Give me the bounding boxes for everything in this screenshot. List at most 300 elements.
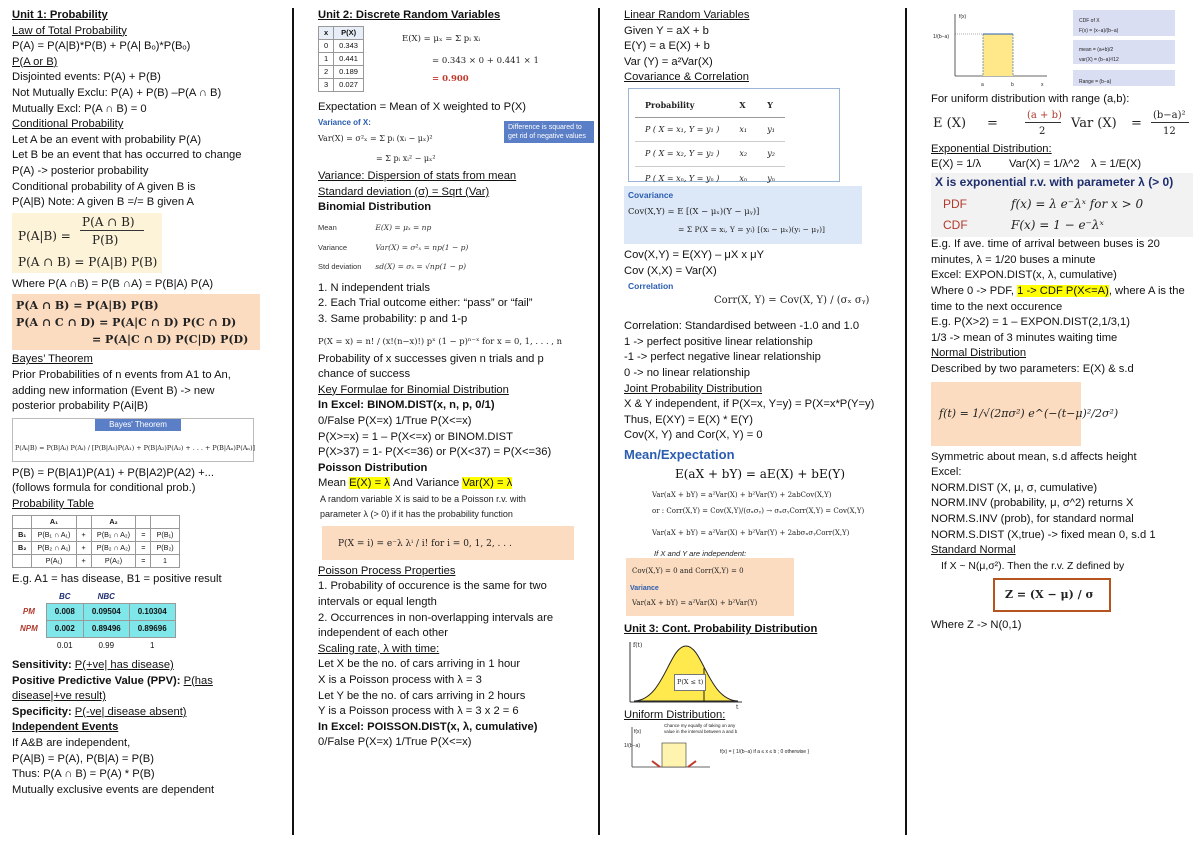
probability-table bbox=[12, 515, 180, 568]
unit-3-title: Unit 3: Cont. Probability Distribution bbox=[624, 622, 818, 635]
mean-var-box-line-2: var(X) = (b−a)²/12 bbox=[1079, 57, 1119, 63]
table-header-cell: A₁ bbox=[32, 516, 76, 529]
correlation-title: Correlation bbox=[628, 281, 674, 292]
text-line: adding new information (Event B) -> new bbox=[12, 384, 215, 397]
chain-rule-line-1: P(A ∩ B) = P(A|B) P(B) bbox=[16, 299, 159, 313]
pdf-formula: f(x) = λ e⁻λˣ for x > 0 bbox=[1011, 197, 1144, 212]
correlation-box bbox=[624, 279, 886, 319]
variance-note-callout: Difference is squared to get rid of negative values bbox=[504, 121, 594, 143]
term: P(A|B) = P(A), P(B|A) = P(B) bbox=[12, 752, 154, 765]
binomial-summary-table bbox=[318, 218, 482, 277]
text-line: 1. N independent trials bbox=[318, 281, 430, 294]
table-cell: 0.89696 bbox=[129, 621, 175, 638]
text-line: 0/False P(X=x) 1/True P(X<=x) bbox=[318, 736, 472, 749]
cond-formula-numerator: P(A ∩ B) bbox=[82, 214, 135, 229]
uniform-pdf: f(x) = { 1/(b−a) if a ≤ x ≤ b ; 0 otherwise } bbox=[720, 749, 810, 756]
table-header-cell: Probability bbox=[635, 95, 729, 117]
poisson-var-prefix: And Variance bbox=[389, 477, 463, 490]
table-cell: x₂ bbox=[729, 142, 757, 167]
table-row bbox=[13, 555, 180, 568]
text-line: Law of Total Probability bbox=[12, 24, 127, 37]
z-distribution-line: Where Z -> N(0,1) bbox=[931, 619, 1022, 632]
ex-lhs: E (X) bbox=[933, 115, 967, 131]
text-line: P(X>=x) = 1 – P(X<=x) or BINOM.DIST bbox=[318, 430, 513, 443]
arrow-left bbox=[652, 761, 660, 767]
text-line: Probability of x successes given n trials and p bbox=[318, 352, 544, 365]
table-row bbox=[319, 78, 364, 91]
text-line: Prior Probabilities of n events from A1 to An, bbox=[12, 368, 231, 381]
column-unit-3 bbox=[931, 8, 1193, 634]
binomial-pmf bbox=[318, 328, 598, 352]
poisson-mean-highlight: E(X) = λ bbox=[349, 477, 390, 490]
table-row bbox=[318, 238, 482, 258]
text-line: 3. Same probability: p and 1-p bbox=[318, 312, 468, 325]
text-line bbox=[12, 752, 284, 768]
text-line: P(B) = P(B|A1)P(A1) + P(B|A2)P(A2) +... bbox=[12, 466, 214, 479]
text-line: NORM.INV (probability, μ, σ^2) returns X bbox=[931, 497, 1134, 510]
table-cell: P(A₁) bbox=[32, 555, 76, 568]
poisson-definition-box bbox=[318, 492, 598, 564]
text-line: Key Formulae for Binomial Distribution bbox=[318, 383, 509, 396]
where-cdf-suffix: , where A is the bbox=[1108, 284, 1185, 297]
table-cell: P(B₁) bbox=[151, 529, 179, 542]
table-cell: 3 bbox=[319, 78, 334, 91]
linear-random-variables bbox=[624, 8, 896, 86]
joint-table-box bbox=[628, 88, 840, 182]
text-line: 1 -> perfect positive linear relationship bbox=[624, 335, 813, 348]
table-cell: xₙ bbox=[729, 166, 757, 191]
table-cell: 0.10304 bbox=[129, 604, 175, 621]
expectation-line: Expectation = Mean of X weighted to P(X) bbox=[318, 100, 527, 113]
ex-fraction-bar bbox=[1025, 122, 1061, 123]
text-line: Conditional Probability bbox=[12, 118, 124, 131]
table-row bbox=[318, 218, 482, 238]
poisson-def-line-1: A random variable X is said to be a Poisson r.v. with bbox=[320, 493, 526, 504]
table-cell: 1 bbox=[151, 555, 179, 568]
var-lhs: Var (X) bbox=[1071, 115, 1117, 131]
table-cell: P(B₁ ∩ A₁) bbox=[32, 529, 76, 542]
table-cell bbox=[13, 555, 32, 568]
mean-expectation-formula: E(aX + bY) = aE(X) + bE(Y) bbox=[674, 466, 846, 481]
table-row bbox=[13, 529, 180, 542]
table-cell: 0.89496 bbox=[83, 621, 129, 638]
column-divider-1 bbox=[292, 8, 294, 835]
text-line: P(A) -> posterior probability bbox=[12, 164, 149, 177]
text-line: Let X be the no. of cars arriving in 1 hour bbox=[318, 658, 521, 671]
table-cell: 0 bbox=[319, 39, 334, 52]
column-unit-2-continued bbox=[624, 8, 896, 771]
exp-variance: Var(X) = 1/λ^2 bbox=[1009, 158, 1080, 171]
standard-normal-definition: If X ~ N(μ,σ²). Then the r.v. Z defined by bbox=[941, 560, 1125, 572]
uniform-step-a-label: a bbox=[981, 82, 984, 88]
cond-formula-denominator: P(B) bbox=[92, 232, 119, 247]
text-line bbox=[12, 767, 284, 783]
table-cell: P ( X = x₁, Y = y₁ ) bbox=[635, 117, 729, 142]
uniform-rect bbox=[662, 743, 686, 767]
exponential-box bbox=[931, 173, 1193, 237]
text-line: Correlation: Standardised between -1.0 and 1.0 bbox=[624, 320, 860, 333]
table-cell: P ( X = x₂, Y = y₂ ) bbox=[635, 142, 729, 167]
table-cell: B₂ bbox=[13, 542, 32, 555]
text-line: minutes, λ = 1/20 buses a minute bbox=[931, 253, 1096, 266]
uniform-step-svg bbox=[931, 8, 1051, 84]
table-cell: 0.343 bbox=[334, 39, 364, 52]
z-formula: Z = (X − μ) / σ bbox=[1005, 588, 1094, 602]
text-line: Excel: bbox=[931, 466, 962, 479]
table-cell: 2 bbox=[319, 65, 334, 78]
text-line: Symmetric about mean, s.d affects height bbox=[931, 450, 1137, 463]
joint-probability-table bbox=[635, 95, 785, 191]
table-cell: = bbox=[136, 529, 151, 542]
term: Mutually exclusive events are dependent bbox=[12, 783, 215, 796]
uniform-note: Chance my equally of taking on any value in the interval between a and b bbox=[664, 723, 738, 734]
where-cdf-prefix: Where 0 -> PDF, bbox=[931, 284, 1018, 297]
exp-mean: E(X) = 1/λ bbox=[931, 158, 982, 171]
text-line bbox=[12, 720, 284, 736]
text-line: Variance: Dispersion of stats from mean bbox=[318, 170, 517, 183]
expectation-example bbox=[318, 24, 596, 100]
table-cell: P(B₂ ∩ A₂) bbox=[91, 542, 136, 555]
text-line: P(A) = P(A|B)*P(B) + P(A| Bₒ)*P(Bₒ) bbox=[12, 40, 191, 53]
text-line: -1 -> perfect negative linear relationship bbox=[624, 351, 821, 364]
text-line: Joint Probability Distribution bbox=[624, 382, 763, 395]
z-formula-box bbox=[993, 578, 1111, 612]
text-line bbox=[12, 674, 284, 690]
column-unit-2 bbox=[318, 8, 596, 751]
table-cell: 0.002 bbox=[46, 621, 83, 638]
var-equals: = bbox=[1131, 115, 1142, 131]
text-line: Cov(X, Y) and Cor(X, Y) = 0 bbox=[624, 429, 763, 442]
independence-note: If X and Y are independent: bbox=[654, 548, 747, 558]
table-cell: + bbox=[76, 529, 91, 542]
independent-variance-title: Variance bbox=[630, 584, 659, 592]
var-numerator: (b−a)² bbox=[1153, 109, 1186, 121]
definition: P(-ve| disease absent) bbox=[74, 705, 187, 718]
variance-formula-line-2: = Σ pᵢ xᵢ² − μₓ² bbox=[376, 154, 436, 164]
text-line: NORM.S.DIST (X,true) -> fixed mean 0, s.d 1 bbox=[931, 528, 1156, 541]
text-line: Unit 1: Probability bbox=[12, 9, 108, 21]
table-cell: sd(X) = σₓ = √np(1 − p) bbox=[375, 262, 466, 272]
text-line: Excel: EXPON.DIST(x, λ, cumulative) bbox=[931, 269, 1117, 282]
text-line: chance of success bbox=[318, 368, 411, 381]
text-line: time to the next occurence bbox=[931, 300, 1063, 313]
table-cell: + bbox=[76, 542, 91, 555]
table-header-cell: NBC bbox=[97, 592, 115, 602]
table-header-cell bbox=[76, 516, 91, 529]
text-line: 2. Each Trial outcome either: “pass” or “fail” bbox=[318, 297, 533, 310]
table-cell: NPM bbox=[20, 624, 38, 634]
term: Positive Predictive Value (PPV): bbox=[12, 674, 184, 687]
text-line: Thus, E(XY) = E(X) * E(Y) bbox=[624, 413, 753, 426]
fraction-bar bbox=[80, 230, 144, 231]
normal-area-label: P(X ≤ t) bbox=[674, 674, 706, 692]
text-line: In Excel: BINOM.DIST(x, n, p, 0/1) bbox=[318, 399, 495, 412]
cdf-box bbox=[1073, 10, 1175, 36]
cdf-box-line-2: F(x) = (x−a)/(b−a) bbox=[1079, 28, 1119, 34]
table-cell bbox=[12, 638, 46, 655]
table-header-cell: X bbox=[729, 95, 757, 117]
table-header-cell: A₂ bbox=[91, 516, 136, 529]
covariance-notes bbox=[624, 248, 896, 279]
bayes-box-title: Bayes' Theorem bbox=[95, 419, 181, 431]
uniform-figure bbox=[624, 723, 814, 771]
text-line: P(X>37) = 1- P(X<=36) or P(X<37) = P(X<=36) bbox=[318, 446, 552, 459]
range-box-text: Range = (b−a) bbox=[1079, 79, 1112, 85]
text-line: E.g. If ave. time of arrival between buses is 20 bbox=[931, 238, 1160, 251]
text-line: NORM.DIST (X, μ, σ, cumulative) bbox=[931, 481, 1098, 494]
unit-2-title: Unit 2: Discrete Random Variables bbox=[318, 9, 501, 21]
table-cell: Mean bbox=[318, 222, 337, 232]
term: Sensitivity: bbox=[12, 659, 75, 672]
text-line: P(A or B) bbox=[12, 55, 58, 68]
text-line: 0/False P(X=x) 1/True P(X<=x) bbox=[318, 414, 472, 427]
table-cell: E(X) = μₓ = np bbox=[375, 222, 432, 232]
definition: disease|+ve result) bbox=[12, 690, 107, 703]
text-line: 2. Occurrences in non-overlapping intervals are bbox=[318, 611, 554, 624]
table-header-cell: P(X) bbox=[334, 26, 364, 39]
text-line: Linear Random Variables bbox=[624, 9, 750, 21]
table-header-cell bbox=[12, 591, 46, 604]
table-row bbox=[318, 257, 482, 277]
sensitivity-and-independence bbox=[12, 658, 284, 798]
text-line: Described by two parameters: E(X) & s.d bbox=[931, 362, 1134, 375]
variance-combination-line: or : Corr(X,Y) = Cov(X,Y)/(σₓσᵧ) → σₓσᵧCorr(X,Y) = Cov(X,Y) bbox=[652, 506, 865, 515]
correlation-notes bbox=[624, 319, 896, 444]
table-row bbox=[319, 39, 364, 52]
ex-formula-line-2: = 0.343 × 0 + 0.441 × 1 bbox=[432, 55, 539, 66]
uniform-step-rect bbox=[983, 34, 1013, 76]
text-line: Covariance & Correlation bbox=[624, 71, 749, 84]
text-line: Let B be an event that has occurred to change bbox=[12, 149, 242, 162]
pmf-table bbox=[318, 26, 364, 92]
table-row bbox=[13, 542, 180, 555]
table-header-cell: x bbox=[319, 26, 334, 39]
correlation-formula: Corr(X, Y) = Cov(X, Y) / (σₓ σᵧ) bbox=[714, 295, 870, 307]
uniform-y-label: f(x) bbox=[634, 729, 642, 736]
table-row bbox=[12, 638, 175, 655]
total-probability-note bbox=[12, 466, 284, 513]
text-line: P(A|B) Note: A given B =/= B given A bbox=[12, 196, 195, 209]
ex-denominator: 2 bbox=[1039, 125, 1046, 137]
normal-distribution-excel bbox=[931, 450, 1193, 559]
text-line: E(Y) = a E(X) + b bbox=[624, 40, 710, 53]
text-line: posterior probability P(Ai|B) bbox=[12, 400, 148, 413]
table-row bbox=[12, 621, 175, 638]
text-line: 1. Probability of occurence is the same for two bbox=[318, 580, 547, 593]
uniform-summary-figure bbox=[931, 8, 1193, 90]
pdf-label: PDF bbox=[943, 197, 967, 212]
exponential-params bbox=[931, 157, 1193, 173]
table-cell: 1 bbox=[319, 52, 334, 65]
text-line bbox=[12, 705, 284, 721]
exponential-title: Exponential Distribution: bbox=[931, 142, 1052, 155]
cdf-box-line-1: CDF of X bbox=[1079, 18, 1100, 24]
bayes-box-formula: P(Aᵢ|B) = P(B|Aᵢ) P(Aᵢ) / [P(B|A₁)P(A₁) + P(B|A₂)P(A₂) + . . . + P(B|Aₙ)P(Aₙ)] bbox=[15, 443, 256, 452]
text-line: (follows formula for conditional prob.) bbox=[12, 482, 196, 495]
disease-table bbox=[12, 591, 176, 654]
var-fraction-bar bbox=[1151, 122, 1189, 123]
table-cell: P ( X = xₙ, Y = yₙ ) bbox=[635, 166, 729, 191]
text-line: independent of each other bbox=[318, 627, 449, 640]
text-line: Bayes’ Theorem bbox=[12, 353, 93, 366]
where-cdf-highlight: 1 -> CDF P(X<=A) bbox=[1017, 284, 1109, 297]
term: Independent Events bbox=[12, 721, 119, 734]
variance-combination-line: Var(aX + bY) = a²Var(X) + b²Var(Y) + 2abCov(X,Y) bbox=[652, 490, 832, 499]
exp-rv-line: X is exponential r.v. with parameter λ (> 0) bbox=[935, 175, 1174, 190]
where-cdf-line bbox=[931, 284, 1193, 300]
text-line: Poisson Distribution bbox=[318, 461, 428, 474]
normal-distribution-intro bbox=[931, 300, 1193, 378]
text-line: Let Y be the no. of cars arriving in 2 hours bbox=[318, 689, 526, 702]
table-cell: B₁ bbox=[13, 529, 32, 542]
table-row bbox=[635, 142, 785, 167]
uniform-step-f-label: f(x) bbox=[959, 14, 967, 20]
covariance-box bbox=[624, 186, 862, 244]
text-line: Binomial Distribution bbox=[318, 201, 432, 214]
text-line: X is a Poisson process with λ = 3 bbox=[318, 674, 482, 687]
chain-rule-box bbox=[12, 294, 260, 350]
variance-combination-line: Var(aX + bY) = a²Var(X) + b²Var(Y) + 2abσₓσᵧCorr(X,Y) bbox=[652, 528, 850, 537]
text-line: Disjointed events: P(A) + P(B) bbox=[12, 71, 161, 84]
uniform-step-b-label: b bbox=[1011, 82, 1014, 88]
text-line: E.g. P(X>2) = 1 – EXPON.DIST(2,1/3,1) bbox=[931, 316, 1130, 329]
binomial-pmf-text: P(X = x) = n! / (x!(n−x)!) pˣ (1 − p)ⁿ⁻ˣ for x = 0, 1, . . . , n bbox=[318, 335, 563, 346]
text-line: Mutually Excl: P(A ∩ B) = 0 bbox=[12, 102, 147, 115]
text-line: X & Y independent, if P(X=x, Y=y) = P(X=x*P(Y=y) bbox=[624, 398, 875, 411]
text-line: Standard deviation (σ) = Sqrt (Var) bbox=[318, 185, 490, 198]
covariance-title: Covariance bbox=[628, 189, 674, 200]
table-cell: x₁ bbox=[729, 117, 757, 142]
normal-y-label: f(t) bbox=[633, 641, 643, 649]
text-line: In Excel: POISSON.DIST(x, λ, cumulative) bbox=[318, 720, 538, 733]
table-header-cell bbox=[13, 516, 32, 529]
column-unit-1 bbox=[12, 8, 284, 798]
bayes-theorem-text bbox=[12, 352, 284, 414]
table-row bbox=[12, 604, 175, 621]
table-header-cell bbox=[136, 516, 151, 529]
table-cell: Variance bbox=[318, 242, 348, 252]
poisson-process bbox=[318, 564, 596, 751]
table-cell: 0.99 bbox=[98, 641, 115, 651]
table-cell: P(B₁ ∩ A₂) bbox=[91, 529, 136, 542]
uniform-step-frac-label: 1/(b−a) bbox=[933, 34, 949, 40]
normal-pdf-box bbox=[931, 382, 1119, 446]
ex-equals: = bbox=[987, 115, 998, 131]
table-cell: = bbox=[136, 542, 151, 555]
uniform-fraction-label: 1/(b−a) bbox=[624, 743, 640, 750]
range-box bbox=[1073, 70, 1175, 86]
table-cell: y₂ bbox=[757, 142, 785, 167]
table-cell: PM bbox=[22, 607, 35, 617]
table-cell: P(B₂ ∩ A₁) bbox=[32, 542, 76, 555]
exponential-example bbox=[931, 237, 1193, 284]
cdf-label: CDF bbox=[943, 218, 968, 233]
variance-formula-line-1: Var(X) = σ²ₓ = Σ pᵢ (xᵢ − μₓ)² bbox=[318, 134, 433, 144]
text-line bbox=[12, 658, 284, 674]
conditional-probability-formula-box bbox=[12, 213, 162, 273]
cond-formula-lhs: P(A|B) = bbox=[18, 228, 71, 243]
ex-formula-line-1: E(X) = μₓ = Σ pᵢ xᵢ bbox=[402, 33, 481, 44]
poisson-pmf: P(X = i) = e⁻λ λⁱ / i! for i = 0, 1, 2, . . . bbox=[338, 538, 512, 549]
probability-basics bbox=[12, 8, 284, 211]
ex-formula-result: = 0.900 bbox=[432, 73, 469, 84]
table-cell: P(B₂) bbox=[151, 542, 179, 555]
mean-expectation-title: Mean/Expectation bbox=[624, 446, 735, 462]
table-cell: 0.01 bbox=[57, 641, 73, 651]
text-line: Not Mutually Exclu: P(A) + P(B) –P(A ∩ B) bbox=[12, 86, 222, 99]
table-row bbox=[635, 117, 785, 142]
text-line: Cov (X,X) = Var(X) bbox=[624, 264, 717, 277]
variance-title: Variance of X: bbox=[318, 118, 371, 128]
table-cell: = bbox=[136, 555, 151, 568]
column-divider-3 bbox=[905, 8, 907, 835]
table-header-cell: BC bbox=[59, 592, 71, 602]
table-cell: y₁ bbox=[757, 117, 785, 142]
expectation-formula bbox=[402, 28, 592, 98]
var-denominator: 12 bbox=[1163, 125, 1176, 137]
text-line: 1/3 -> mean of 3 minutes waiting time bbox=[931, 331, 1118, 344]
definition: P(+ve| has disease) bbox=[74, 659, 174, 672]
column-divider-2 bbox=[598, 8, 600, 835]
covariance-formula-1: Cov(X,Y) = E [(X − μₓ)(Y − μᵧ)] bbox=[628, 205, 760, 216]
table-cell: 0.441 bbox=[334, 52, 364, 65]
text-line bbox=[12, 736, 284, 752]
chain-rule-line-2: P(A ∩ C ∩ D) = P(A|C ∩ D) P(C ∩ D) bbox=[16, 316, 237, 330]
cond-formula-product: P(A ∩ B) = P(A|B) P(B) bbox=[18, 254, 158, 269]
exp-lambda: λ = 1/E(X) bbox=[1091, 158, 1142, 171]
text-line: Conditional probability of A given B is bbox=[12, 180, 196, 193]
table-header-cell bbox=[151, 516, 179, 529]
table-cell: 0.027 bbox=[334, 78, 364, 91]
table-cell: 0.008 bbox=[46, 604, 83, 621]
chain-rule-line-3: = P(A|C ∩ D) P(C|D) P(D) bbox=[92, 333, 249, 347]
binomial-formulae bbox=[318, 352, 596, 477]
table-row bbox=[319, 52, 364, 65]
example-line: E.g. A1 = has disease, B1 = positive result bbox=[12, 573, 222, 586]
ex-numerator: (a + b) bbox=[1027, 109, 1062, 121]
cdf-formula: F(x) = 1 − e⁻λˣ bbox=[1011, 218, 1104, 233]
text-line: Var (Y) = a²Var(X) bbox=[624, 55, 713, 68]
term: Thus: P(A ∩ B) = P(A) * P(B) bbox=[12, 768, 155, 781]
text-line: Standard Normal bbox=[931, 544, 1016, 557]
text-line: Given Y = aX + b bbox=[624, 24, 709, 37]
definition: P(has bbox=[183, 674, 213, 687]
mean-var-box-line-1: mean = (a+b)/2 bbox=[1079, 47, 1114, 53]
mean-var-box bbox=[1073, 40, 1175, 64]
table-row bbox=[319, 65, 364, 78]
variance-text bbox=[318, 169, 596, 216]
table-cell: Std deviation bbox=[318, 262, 362, 272]
binomial-conditions bbox=[318, 281, 596, 328]
where-line: Where P(A ∩B) = P(B ∩A) = P(B|A) P(A) bbox=[12, 277, 214, 290]
arrow-right bbox=[688, 761, 696, 767]
normal-x-label: t bbox=[736, 703, 739, 711]
table-header-cell bbox=[129, 591, 175, 604]
table-cell: 0.09504 bbox=[83, 604, 129, 621]
uniform-mean-var-formula bbox=[931, 108, 1193, 142]
independent-formula-2: Var(aX + bY) = a²Var(X) + b²Var(Y) bbox=[632, 598, 758, 607]
variance-formula-box bbox=[318, 115, 598, 169]
term: If A&B are independent, bbox=[12, 737, 131, 750]
text-line: 0 -> no linear relationship bbox=[624, 366, 750, 379]
poisson-var-highlight: Var(X) = λ bbox=[462, 477, 513, 490]
term: Specificity: bbox=[12, 705, 75, 718]
table-header-cell: Y bbox=[757, 95, 785, 117]
independent-formula-1: Cov(X,Y) = 0 and Corr(X,Y) = 0 bbox=[632, 566, 744, 575]
table-cell: yₙ bbox=[757, 166, 785, 191]
table-cell: 1 bbox=[149, 641, 155, 651]
poisson-def-line-2: parameter λ (> 0) if it has the probability function bbox=[320, 508, 513, 519]
